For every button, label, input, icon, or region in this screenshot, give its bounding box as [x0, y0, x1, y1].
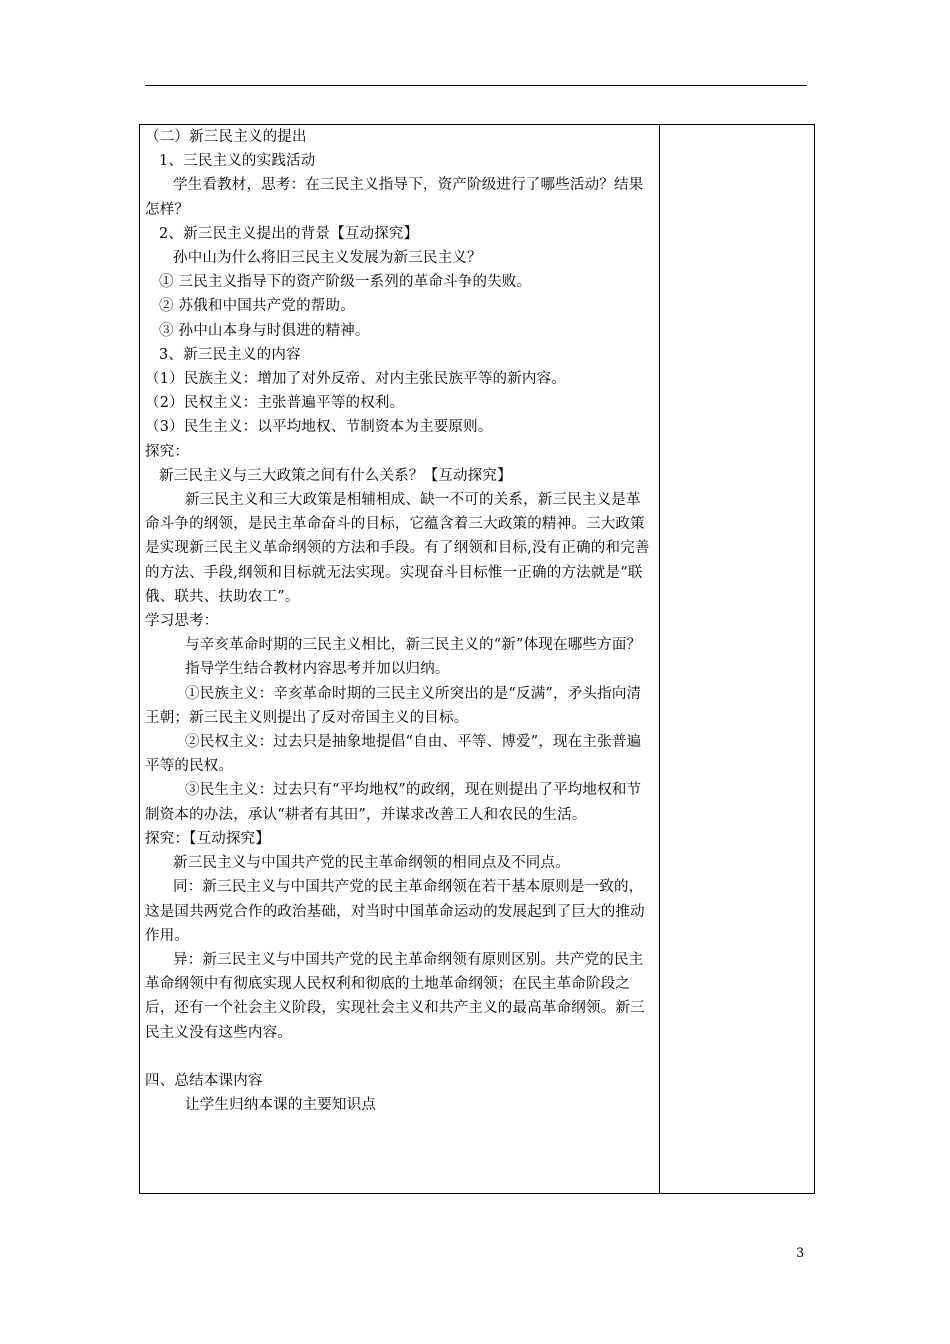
paragraph: ③民生主义：过去只有“平均地权”的政纲，现在则提出了平均地权和节制资本的办法，承认“耕者有其田”，并谋求改善工人和农民的生活。	[145, 782, 642, 823]
section-heading: 四、总结本课内容	[145, 1072, 263, 1089]
question: 孙中山为什么将旧三民主义发展为新三民主义？	[173, 250, 482, 267]
table-column-divider	[659, 124, 660, 1194]
paragraph: ①民族主义：辛亥革命时期的三民主义所突出的是“反满”，矛头指向清王朝；新三民主义则提出了反对帝国主义的目标。	[145, 685, 642, 726]
list-item: （1）民族主义：增加了对外反帝、对内主张民族平等的新内容。	[145, 371, 567, 388]
lesson-content-cell	[145, 125, 655, 1117]
paragraph: 异：新三民主义与中国共产党的民主革命纲领有原则区别。共产党的民主革命纲领中有彻底实现人民权利和彻底的土地革命纲领；在民主革命阶段之后，还有一个社会主义阶段，实现社会主义和共产主义的最高革命纲领。新三民主义没有这些内容。	[145, 951, 645, 1041]
header-rule	[145, 85, 807, 86]
question: 与辛亥革命时期的三民主义相比，新三民主义的“新”体现在哪些方面？	[185, 637, 642, 654]
paragraph: 指导学生结合教材内容思考并加以归纳。	[185, 661, 450, 678]
paragraph: 新三民主义和三大政策是相辅相成、缺一不可的关系，新三民主义是革命斗争的纲领，是民主革命奋斗的目标，它蕴含着三大政策的精神。三大政策是实现新三民主义革命纲领的方法和手段。有了纲领和目标,没有正确的和完善的方法、手段,纲领和目标就无法实现。实现奋斗目标惟一正确的方法就是“联俄、联共、扶助农工”。	[145, 492, 650, 605]
label: 学习思考：	[145, 613, 219, 630]
question: 新三民主义与三大政策之间有什么关系？【互动探究】	[159, 467, 512, 484]
paragraph: 学生看教材，思考：在三民主义指导下，资产阶级进行了哪些活动？结果怎样？	[145, 177, 644, 218]
subheading: 2、新三民主义提出的背景【互动探究】	[159, 225, 419, 242]
list-item: （3）民生主义：以平均地权、节制资本为主要原则。	[145, 419, 493, 436]
subheading: 3、新三民主义的内容	[159, 346, 301, 363]
page-number: 3	[796, 1246, 805, 1261]
spacer	[145, 1045, 655, 1069]
label: 探究：	[145, 443, 190, 460]
question: 新三民主义与中国共产党的民主革命纲领的相同点及不同点。	[173, 855, 570, 872]
list-item: （2）民权主义：主张普遍平等的权利。	[145, 395, 405, 412]
paragraph: 让学生归纳本课的主要知识点	[185, 1097, 377, 1114]
label: 探究：【互动探究】	[145, 830, 271, 847]
list-item: ② 苏俄和中国共产党的帮助。	[159, 298, 355, 315]
section-heading: （二）新三民主义的提出	[145, 129, 307, 145]
list-item: ① 三民主义指导下的资产阶级一系列的革命斗争的失败。	[159, 274, 532, 291]
paragraph: 同：新三民主义与中国共产党的民主革命纲领在若干基本原则是一致的，这是国共两党合作的政治基础，对当时中国革命运动的发展起到了巨大的推动作用。	[145, 879, 645, 944]
subheading: 1、三民主义的实践活动	[159, 153, 316, 170]
list-item: ③ 孙中山本身与时俱进的精神。	[159, 322, 370, 339]
paragraph: ②民权主义：过去只是抽象地提倡“自由、平等、博爱”，现在主张普遍平等的民权。	[145, 734, 642, 775]
